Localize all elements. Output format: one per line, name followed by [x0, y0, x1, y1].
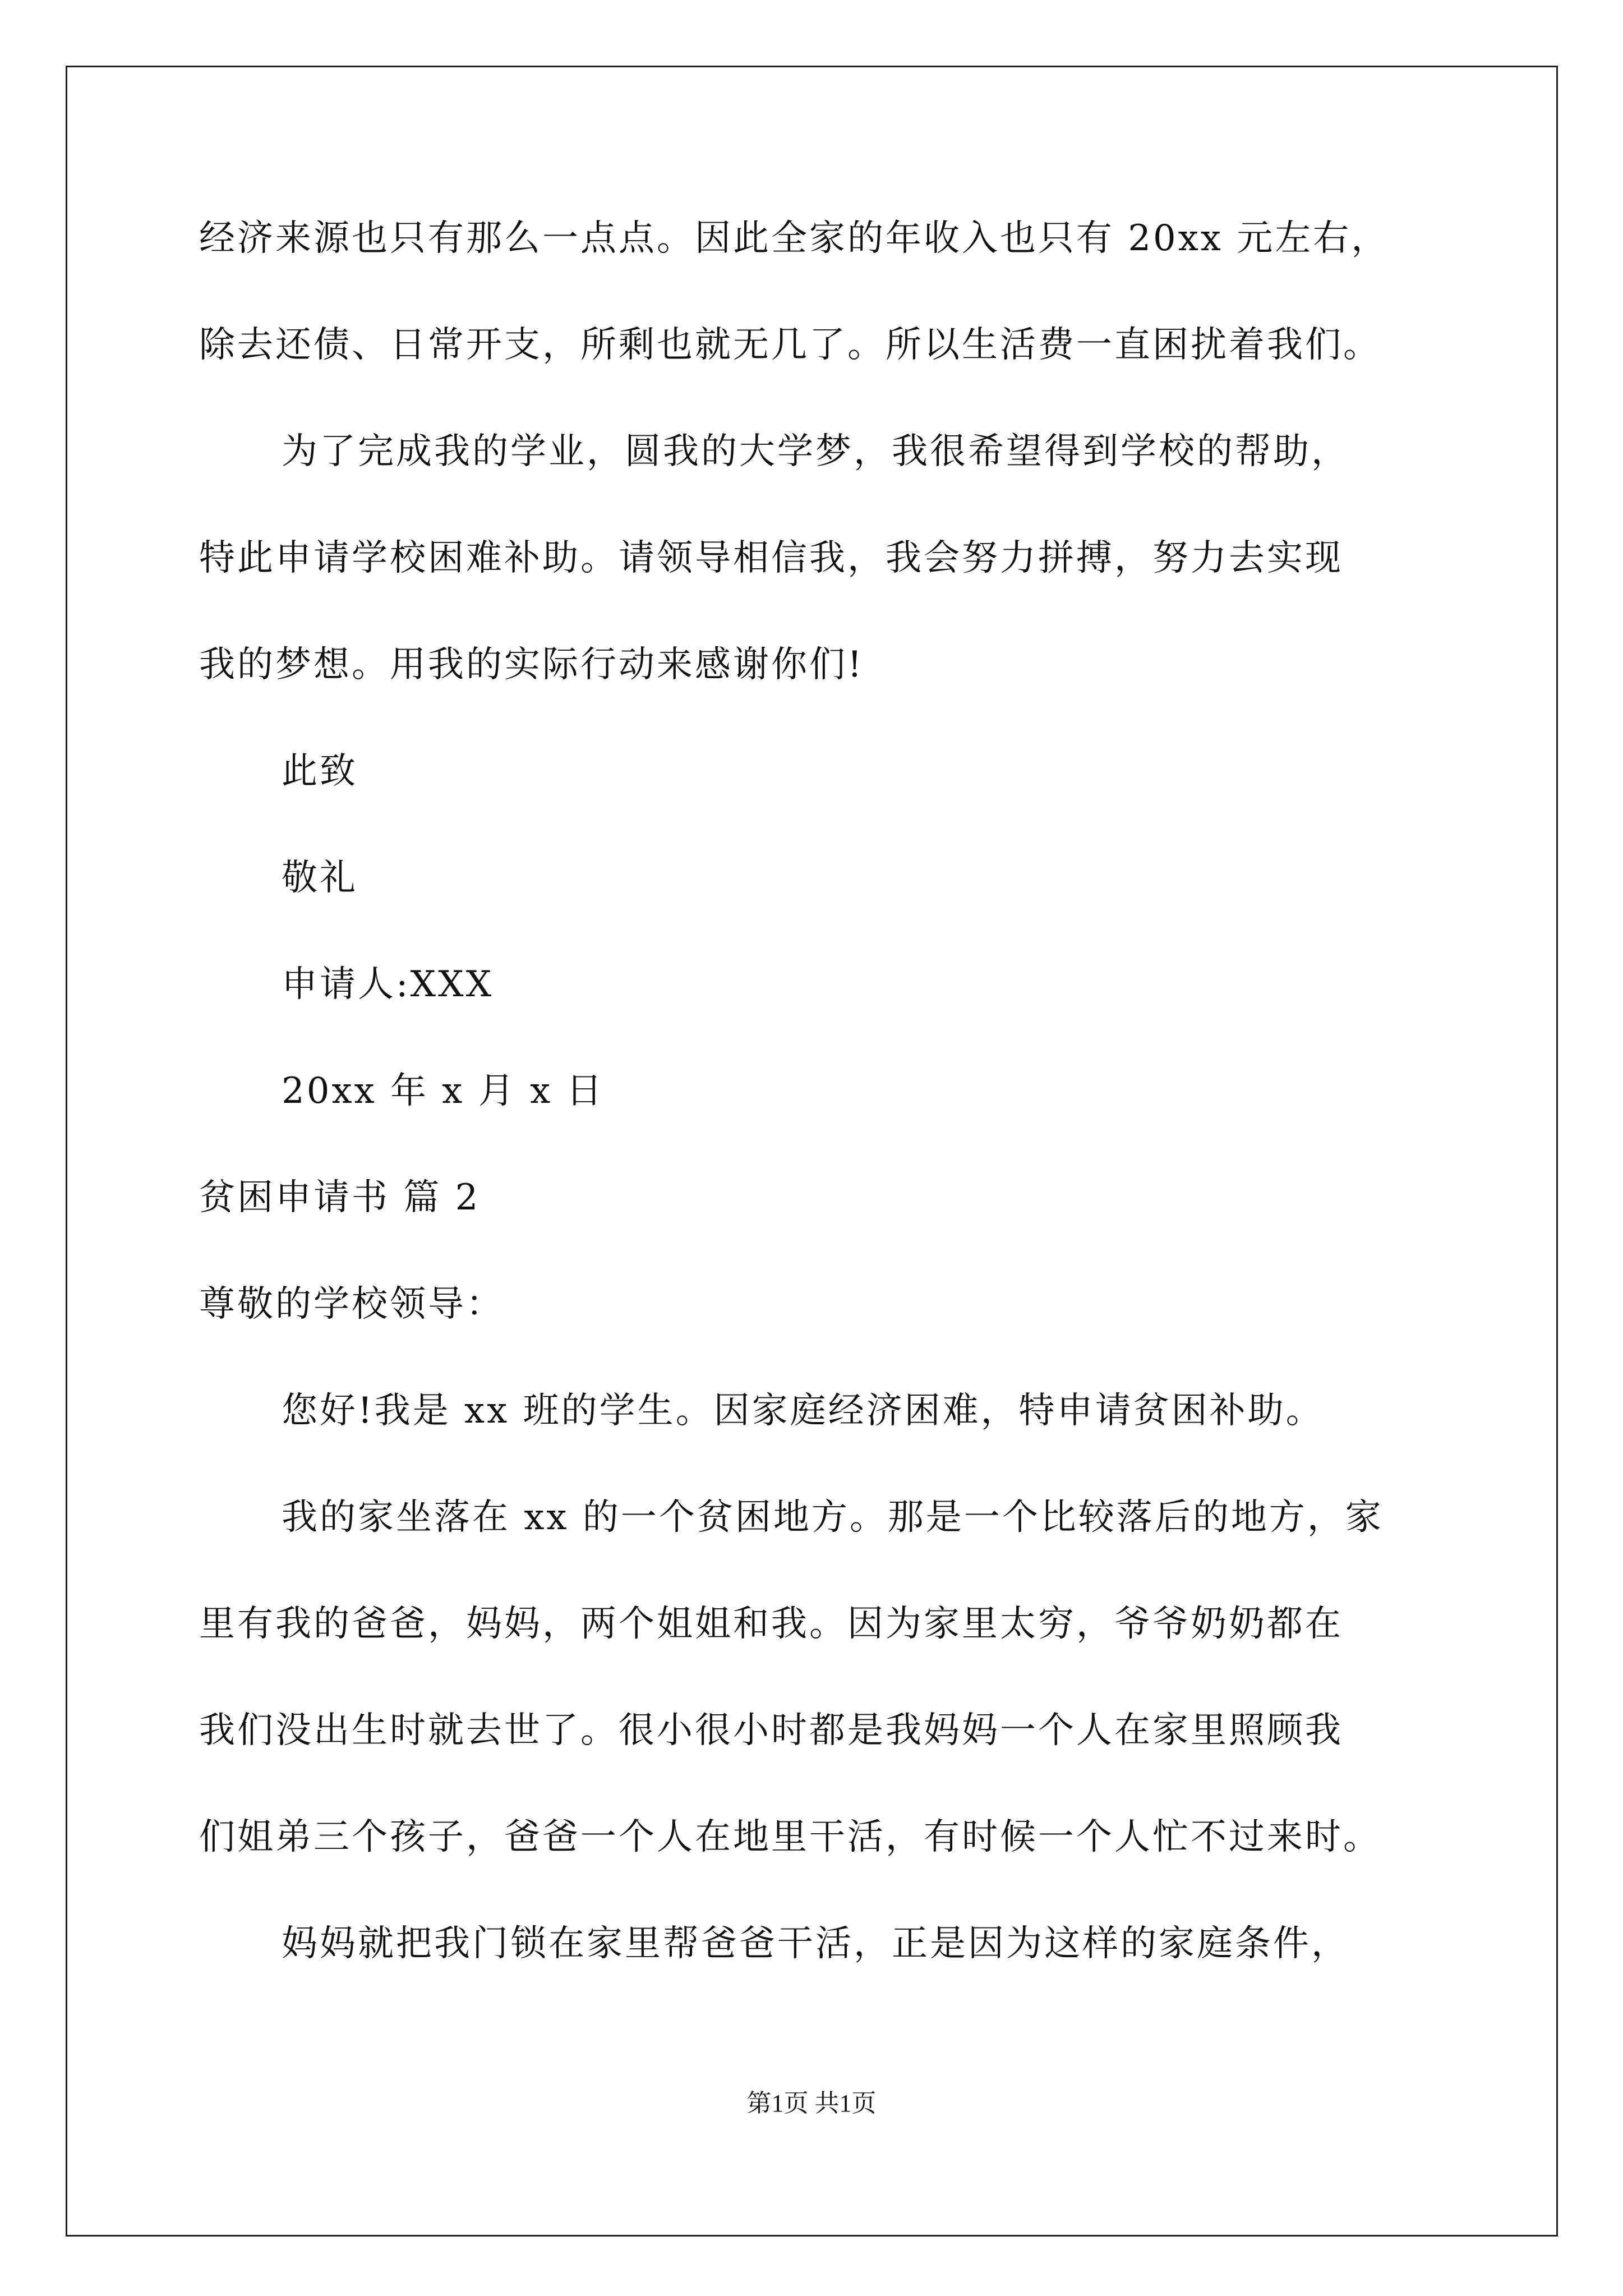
body-text-line: 我的梦想。用我的实际行动来感谢你们!	[199, 644, 864, 685]
body-text-line: 里有我的爸爸，妈妈，两个姐姐和我。因为家里太穷，爷爷奶奶都在	[199, 1603, 1343, 1645]
body-text-line: 我的家坐落在 xx 的一个贫困地方。那是一个比较落后的地方，家	[282, 1497, 1384, 1538]
body-text-line: 除去还债、日常开支，所剩也就无几了。所以生活费一直困扰着我们。	[199, 324, 1381, 366]
date-line: 20xx 年 x 月 x 日	[282, 1070, 605, 1112]
body-text-line: 们姐弟三个孩子，爸爸一个人在地里干活，有时候一个人忙不过来时。	[199, 1816, 1381, 1858]
closing-salutation: 此致	[282, 751, 358, 792]
body-text-line: 特此申请学校困难补助。请领导相信我，我会努力拼搏，努力去实现	[199, 537, 1343, 579]
applicant-signature: 申请人:XXX	[282, 964, 494, 1005]
body-text-line: 经济来源也只有那么一点点。因此全家的年收入也只有 20xx 元左右，	[199, 218, 1390, 259]
body-text-line: 您好!我是 xx 班的学生。因家庭经济困难，特申请贫困补助。	[282, 1390, 1324, 1432]
closing-regards: 敬礼	[282, 857, 358, 899]
body-text-line: 为了完成我的学业，圆我的大学梦，我很希望得到学校的帮助，	[282, 431, 1349, 472]
page-border	[66, 66, 1558, 2237]
section-title: 贫困申请书 篇 2	[199, 1177, 481, 1218]
body-text-line: 妈妈就把我门锁在家里帮爸爸干活，正是因为这样的家庭条件，	[282, 1923, 1349, 1964]
greeting: 尊敬的学校领导：	[199, 1283, 504, 1325]
body-text-line: 我们没出生时就去世了。很小很小时都是我妈妈一个人在家里照顾我	[199, 1710, 1343, 1751]
page-number: 第1页 共1页	[746, 2090, 877, 2117]
